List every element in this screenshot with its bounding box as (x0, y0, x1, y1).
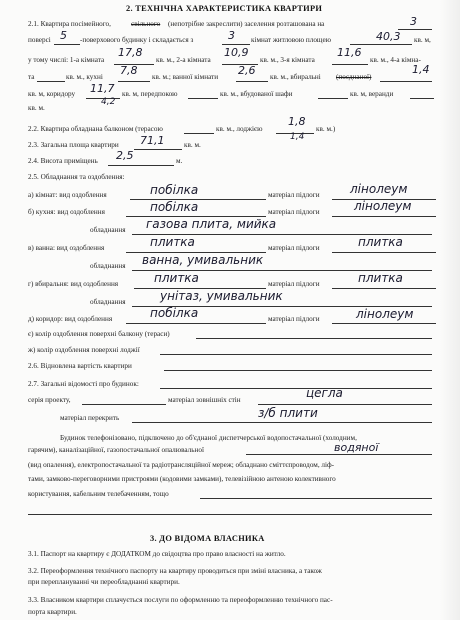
loggia-value-2: 1,4 (290, 132, 305, 142)
s21-line5-a: кв. м, коридору (28, 90, 76, 98)
bath-floor-line (332, 252, 436, 253)
room3-value: 11,6 (337, 46, 362, 59)
s32-text-a: 3.2. Переоформлення технічного паспорту на квартиру проводиться при зміні власника, а також (28, 567, 322, 575)
s21-line1-b: (непотрібне закреслити) заселення розташована на (168, 20, 325, 28)
s21-line4-d: кв. м., вбиральні (270, 73, 321, 81)
room2-value: 10,9 (224, 46, 249, 59)
living-area-line (350, 44, 412, 45)
s21-line2-c: кімнат житловою площею (251, 36, 332, 44)
s21-line4-b: кв. м., кухні (66, 73, 103, 81)
section-3-title: 3. ДО ВІДОМА ВЛАСНИКА (150, 534, 265, 543)
kitchen-finish-value: побілка (150, 200, 199, 214)
corridor-floor-value: лінолеум (356, 307, 414, 321)
s31-text: 3.1. Паспорт на квартиру є ДОДАТКОМ до свідоцтва про право власності на житло. (28, 550, 286, 558)
s21-line5-c: кв. м., вбудованої шафи (220, 90, 293, 98)
total-area-value: 71,1 (140, 134, 165, 147)
s23-label: 2.3. Загальна площа квартири (28, 141, 119, 149)
bath-finish-label: в) ванна: вид оздоблення (28, 244, 105, 252)
hallway-line (188, 98, 218, 99)
bath-equip-value: ванна, умивальник (142, 253, 264, 267)
s21-line3-b: кв. м., 2-а кімната (156, 56, 211, 64)
corridor-value-2: 4,2 (101, 97, 116, 107)
toilet-value: 1,4 (412, 63, 430, 76)
balcony-color-label: є) колір оздоблення поверхні балкону (тераси) (28, 330, 170, 338)
s22-line-a: 2.2. Квартира обладнана балконом (терасою (28, 125, 163, 133)
total-floors-value: 5 (60, 29, 67, 42)
toilet-finish-label: г) вбиральня: вид оздоблення (28, 280, 119, 288)
ceiling-line (132, 422, 432, 423)
s21-line1-struck: свільного (131, 20, 161, 28)
s27-line (160, 388, 432, 389)
corridor-floor-line (332, 323, 436, 324)
corridor-value: 11,7 (90, 82, 115, 95)
toilet-finish-value: плитка (154, 271, 199, 285)
toilet-line (380, 81, 432, 82)
s24-label: 2.4. Висота приміщень (28, 157, 98, 165)
rooms-finish-label: а) кімнат: вид оздоблення (28, 191, 107, 199)
s27-p1-e: користування, кабельним телебаченням, тощо (28, 490, 169, 498)
room4-line (37, 81, 65, 82)
rooms-value: 3 (228, 29, 235, 42)
rooms-line (222, 44, 250, 45)
toilet-floor-value: плитка (358, 271, 403, 285)
s27-p1-c: (вид опалення), електропостачальної та радіотрансляційної мереж; обладнано сміттєпроводом, ліф- (28, 461, 335, 469)
s26-line (164, 370, 432, 371)
s21-line3-a: у тому числі: 1-а кімната (28, 56, 105, 64)
kitchen-floor-line (332, 216, 436, 217)
height-line (108, 165, 174, 166)
s33-text-a: 3.3. Власником квартири сплачується послуги по оформленню та переоформленню технічного пас- (28, 596, 333, 604)
corridor-floor-label: матеріал підлоги (268, 315, 320, 323)
ceiling-label: матеріал перекрить (60, 414, 120, 422)
kitchen-finish-label: б) кухня: вид оздоблення (28, 208, 105, 216)
bath-floor-label: матеріал підлоги (268, 244, 320, 252)
kitchen-floor-value: лінолеум (354, 199, 412, 213)
series-line (82, 404, 166, 405)
walls-label: матеріал зовнішніх стін (168, 396, 241, 404)
toilet-floor-label: матеріал підлоги (268, 280, 320, 288)
floor-value: 3 (410, 15, 417, 28)
toilet-equip-value: унітаз, умивальник (160, 289, 283, 303)
total-area-line (134, 149, 182, 150)
heating-line (246, 454, 432, 455)
toilet-floor-line (332, 288, 436, 289)
s25-label: 2.5. Обладнання та оздоблення: (28, 173, 125, 181)
balcony-line (184, 133, 214, 134)
floor-line (398, 29, 432, 30)
s33-text-b: порта квартири. (28, 608, 77, 616)
walls-line (258, 404, 432, 405)
kitchen-line (118, 81, 150, 82)
s27-p1-a: Будинок телефонізовано, підключено до об'єднаної диспетчерської водопостачальної (холодним, (60, 434, 357, 442)
s21-line2-b: -поверхового будинку і складається з (80, 36, 194, 44)
bath-equip-label: обладнання (90, 262, 126, 270)
s21-line2-d: кв. м, (414, 36, 431, 44)
room1-value: 17,8 (118, 46, 143, 59)
s21-line6: кв. м. (28, 104, 45, 112)
bathroom-value: 2,6 (238, 64, 256, 77)
rooms-floor-label: матеріал підлоги (268, 191, 320, 199)
s21-line1-a: 2.1. Квартира посімейного, (28, 20, 111, 28)
balcony-color-line (196, 338, 432, 339)
total-floors-line (54, 44, 80, 45)
bath-floor-value: плитка (358, 235, 403, 249)
s24-unit: м. (176, 157, 183, 165)
s32-text-b: при переплануванні чи переобладнанні квартири. (28, 578, 180, 586)
room3-line (332, 64, 368, 65)
bathroom-line (236, 81, 268, 82)
section-2-title: 2. ТЕХНІЧНА ХАРАКТЕРИСТИКА КВАРТИРИ (126, 4, 323, 13)
s27-p1-d: тами, замково-переговорними пристроями (кодовими замками), телевізійною антеною колективного (28, 475, 336, 483)
s27-blank-line (28, 514, 432, 515)
wardrobe-line (318, 98, 348, 99)
ceiling-value: з/б плити (258, 406, 318, 420)
living-area-value: 40,3 (376, 30, 401, 43)
s21-line4-a: та (28, 73, 35, 81)
s27-p1-b: гарячим), каналізаційної, газопостачальної опалювальної (28, 446, 204, 454)
kitchen-value: 7,8 (120, 64, 138, 77)
loggia-value: 1,8 (288, 115, 306, 128)
heating-value: водяної (334, 441, 379, 454)
s21-line2-a: поверсі (28, 36, 51, 44)
corridor-finish-label: д) коридор: вид оздоблення (28, 315, 113, 323)
s21-line4-c: кв. м.; ванної кімнати (152, 73, 219, 81)
rooms-finish-value: побілка (150, 183, 199, 197)
s21-line5-d: кв. м, веранди (350, 90, 394, 98)
s27-label: 2.7. Загальні відомості про будинок: (28, 380, 139, 388)
height-value: 2,5 (116, 149, 134, 162)
s21-line4-struck: (поєднаної) (336, 73, 372, 81)
bath-finish-value: плитка (150, 235, 195, 249)
s21-line3-c: кв. м., 3-я кімната (260, 56, 315, 64)
s21-line5-b: кв. м, передпокою (122, 90, 178, 98)
kitchen-equip-value: газова плита, мийка (146, 217, 277, 231)
s27-p1-e-line (200, 498, 432, 499)
corridor-finish-line (126, 323, 266, 324)
s22-line-c: кв. м.) (316, 125, 336, 133)
series-label: серія проекту, (28, 396, 71, 404)
walls-value: цегла (306, 386, 343, 400)
corridor-finish-value: побілка (150, 306, 199, 320)
rooms-floor-value: лінолеум (350, 182, 408, 196)
loggia-color-label: ж) колір оздоблення поверхні лоджії (28, 346, 140, 354)
page-edge-shadow (440, 0, 460, 620)
s26-label: 2.6. Відновлена вартість квартири (28, 362, 132, 370)
s21-line3-d: кв. м., 4-а кімна- (370, 56, 421, 64)
s22-line-b: кв. м., лоджією (216, 125, 263, 133)
kitchen-equip-label: обладнання (90, 226, 126, 234)
veranda-line (410, 98, 434, 99)
toilet-equip-label: обладнання (90, 298, 126, 306)
loggia-color-line (160, 354, 432, 355)
s23-unit: кв. м. (184, 141, 201, 149)
kitchen-floor-label: матеріал підлоги (268, 208, 320, 216)
